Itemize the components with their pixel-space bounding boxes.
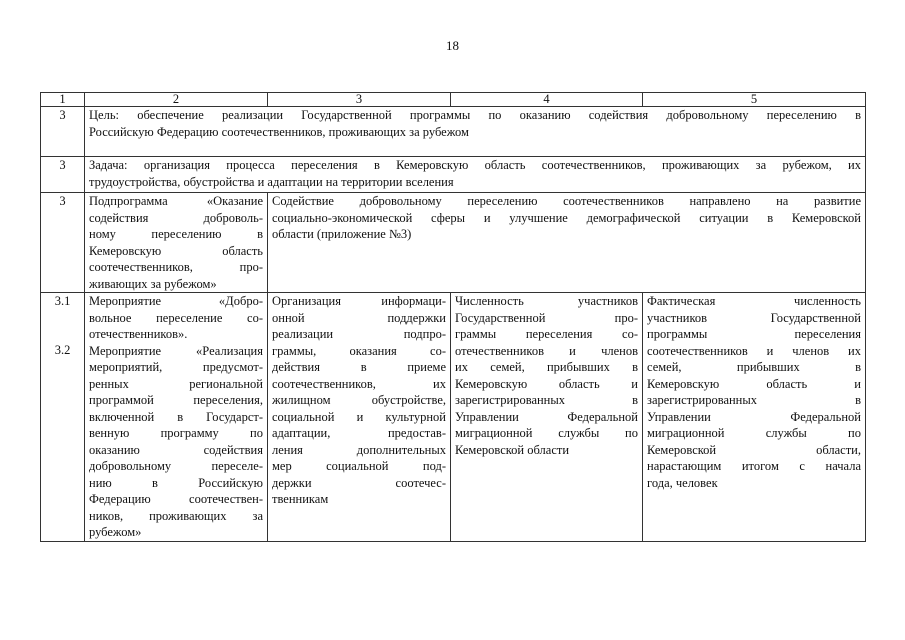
text-line: живающих за рубежом»	[89, 276, 217, 291]
text-line: граммы переселения со-	[455, 327, 638, 341]
text-line: социальной и культурной	[272, 409, 446, 424]
text-line: Задача: организация процесса переселения в Кемеровскую область соотечественников, проживающих за рубежом, их	[89, 158, 861, 172]
text-line: соотечественников, про-	[89, 260, 263, 274]
program-table	[40, 92, 866, 542]
goal-row	[41, 107, 866, 157]
row-number: 3	[41, 157, 85, 193]
activities-method	[643, 293, 866, 542]
text-line: Кемеровской области	[455, 442, 570, 457]
text-line: ному переселению в	[89, 227, 263, 241]
text-line: Фактическая численность	[647, 294, 861, 308]
text-line: ников, проживающих за	[89, 508, 263, 523]
text-line: онной поддержки	[272, 310, 446, 325]
goal-text	[85, 107, 866, 157]
text-line: твенникам	[272, 492, 329, 506]
subprogram-name	[85, 193, 268, 293]
text-line: программы переселения	[647, 327, 861, 341]
text-line: рубежом»	[89, 525, 142, 539]
text-line: содействия доброволь-	[89, 210, 263, 225]
text-line: области (приложение №3)	[272, 227, 412, 241]
text-line: участников Государственной	[647, 310, 861, 325]
header-row	[41, 93, 866, 107]
text-line: зарегистрированных в	[455, 393, 638, 407]
text-line: включенной в Государст-	[89, 409, 263, 424]
text-line: Кемеровскую область и	[647, 376, 861, 391]
row-number-3-1: 3.1	[54, 294, 71, 308]
text-line: Управлении Федеральной	[647, 409, 861, 424]
text-line: нию в Российскую	[89, 475, 263, 490]
page-number: 18	[446, 38, 459, 53]
text-line: программой переселения,	[89, 393, 263, 407]
text-line: Государственной про-	[455, 310, 638, 325]
task-text	[85, 157, 866, 193]
text-line: реализации подпро-	[272, 327, 446, 341]
text-line: нарастающим итогом с начала	[647, 459, 861, 473]
text-line: Численность участников	[455, 294, 638, 308]
row-number: 3	[41, 193, 85, 293]
row-number-3-2: 3.2	[54, 342, 71, 357]
text-line: адаптации, предостав-	[272, 426, 446, 440]
text-line: Мероприятие «Добро-	[89, 294, 263, 308]
subprogram-row	[41, 193, 866, 293]
text-line: отечественников».	[89, 327, 188, 341]
text-line: Федерацию соотечествен-	[89, 492, 263, 506]
text-line: зарегистрированных в	[647, 393, 861, 407]
text-line: трудоустройства, обустройства и адаптации на территории вселения	[89, 174, 454, 189]
text-line: Подпрограмма «Оказание	[89, 194, 263, 208]
text-line: миграционной службы по	[455, 426, 638, 440]
header-col-4: 4	[451, 93, 643, 107]
text-line: жилищном обустройстве,	[272, 393, 446, 407]
text-line: добровольному переселе-	[89, 459, 263, 473]
activities-measures	[268, 293, 451, 542]
text-line: Кемеровскую область и	[455, 376, 638, 391]
text-line: социально-экономической сферы и улучшение демографической ситуации в Кемеровской	[272, 210, 861, 225]
subprogram-description	[268, 193, 866, 293]
text-line: венную программу по	[89, 426, 263, 440]
task-row	[41, 157, 866, 193]
activities-indicator	[451, 293, 643, 542]
text-line: держки соотечес-	[272, 475, 446, 490]
text-line: ренных региональной	[89, 376, 263, 391]
row-numbers	[41, 293, 85, 542]
text-line: их семей, прибывших в	[455, 360, 638, 374]
text-line: мероприятий, предусмот-	[89, 360, 263, 374]
header-col-1: 1	[41, 93, 85, 107]
header-col-2: 2	[85, 93, 268, 107]
text-line: Содействие добровольному переселению соотечественников направлено на развитие	[272, 194, 861, 208]
text-line: оказанию содействия	[89, 442, 263, 457]
activities-row	[41, 293, 866, 542]
text-line: Мероприятие «Реализация	[89, 343, 263, 358]
text-line: Управлении Федеральной	[455, 409, 638, 424]
header-col-3: 3	[268, 93, 451, 107]
text-line: Цель: обеспечение реализации Государственной программы по оказанию содействия добровольному переселению в	[89, 108, 861, 122]
text-line: Кемеровской области,	[647, 442, 861, 457]
text-line: мер социальной под-	[272, 459, 446, 473]
text-line: Кемеровскую область	[89, 243, 263, 258]
activities-names	[85, 293, 268, 542]
text-line: ления дополнительных	[272, 442, 446, 457]
row-number: 3	[41, 107, 85, 157]
text-line: Организация информаци-	[272, 294, 446, 308]
text-line: миграционной службы по	[647, 426, 861, 440]
text-line: Российскую Федерацию соотечественников, проживающих за рубежом	[89, 124, 469, 139]
text-line: соотечественников и членов их	[647, 343, 861, 358]
header-col-5: 5	[643, 93, 866, 107]
text-line: отечественников и членов	[455, 343, 638, 358]
text-line: семей, прибывших в	[647, 360, 861, 374]
text-line: вольное переселение со-	[89, 310, 263, 325]
text-line: года, человек	[647, 475, 718, 490]
text-line: соотечественников, их	[272, 376, 446, 391]
text-line: действия в приеме	[272, 360, 446, 374]
text-line: граммы, оказания со-	[272, 343, 446, 358]
